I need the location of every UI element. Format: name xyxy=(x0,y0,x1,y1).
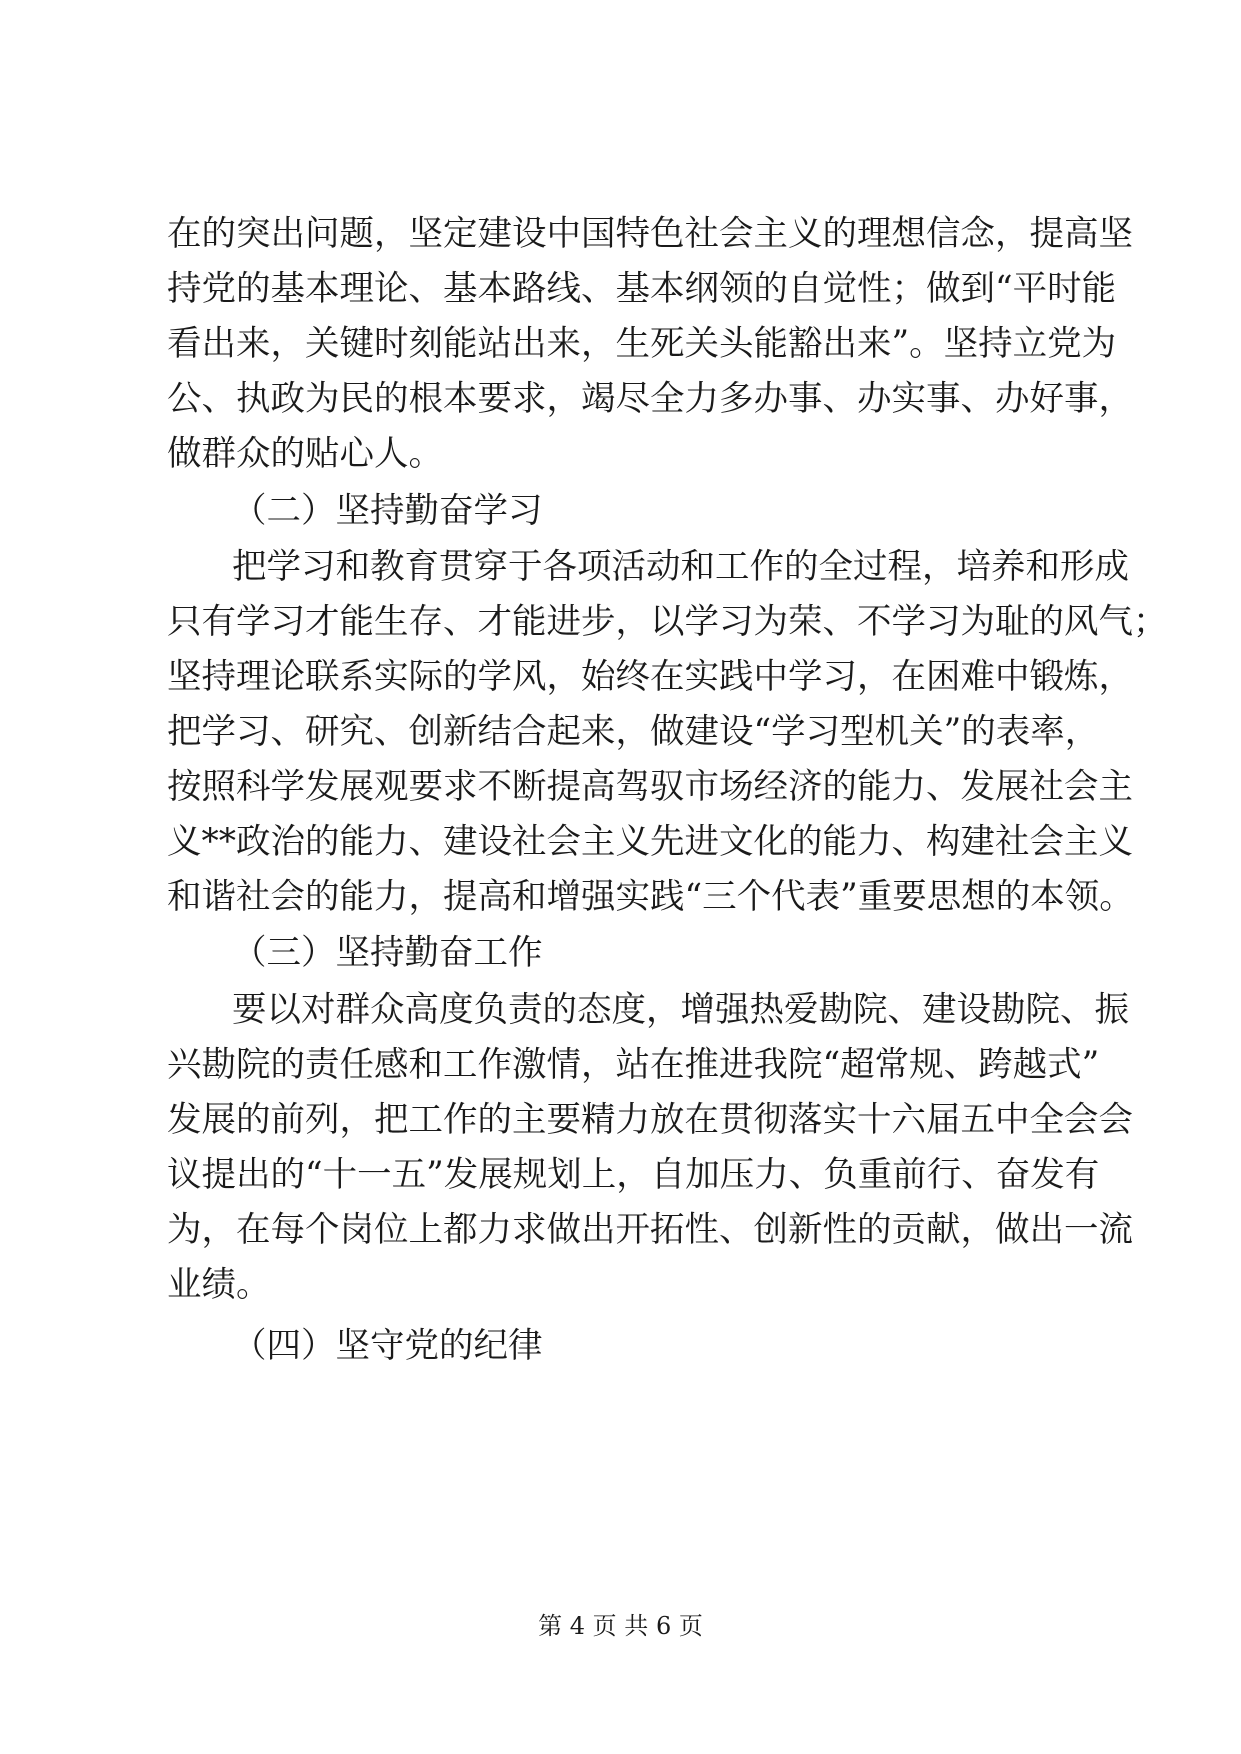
paragraph-2-line-7: 和谐社会的能力，提高和增强实践“三个代表”重要思想的本领。 xyxy=(167,877,1134,917)
paragraph-3-line-6: 业绩。 xyxy=(167,1265,271,1305)
paragraph-1-line-4: 公、执政为民的根本要求，竭尽全力多办事、办实事、办好事， xyxy=(167,379,1133,419)
paragraph-3-line-4: 议提出的“十一五”发展规划上，自加压力、负重前行、奋发有 xyxy=(167,1155,1100,1195)
page-number-footer: 第 4 页 共 6 页 xyxy=(538,1612,703,1640)
paragraph-3-line-3: 发展的前列，把工作的主要精力放在贯彻落实十六届五中全会会 xyxy=(167,1100,1133,1140)
paragraph-2-line-1: 把学习和教育贯穿于各项活动和工作的全过程，培养和形成 xyxy=(232,547,1129,587)
section-heading-4: （四）坚守党的纪律 xyxy=(232,1326,543,1366)
paragraph-2-line-2: 只有学习才能生存、才能进步，以学习为荣、不学习为耻的风气； xyxy=(167,602,1168,642)
section-heading-2: （二）坚持勤奋学习 xyxy=(232,491,543,531)
paragraph-1-line-3: 看出来，关键时刻能站出来，生死关头能豁出来”。坚持立党为 xyxy=(167,324,1117,364)
paragraph-1-line-5: 做群众的贴心人。 xyxy=(167,434,443,474)
paragraph-2-line-5: 按照科学发展观要求不断提高驾驭市场经济的能力、发展社会主 xyxy=(167,767,1133,807)
paragraph-2-line-4: 把学习、研究、创新结合起来，做建设“学习型机关”的表率， xyxy=(167,712,1100,752)
paragraph-3-line-2: 兴勘院的责任感和工作激情，站在推进我院“超常规、跨越式” xyxy=(167,1045,1100,1085)
section-heading-3: （三）坚持勤奋工作 xyxy=(232,933,543,973)
paragraph-1-line-1: 在的突出问题，坚定建设中国特色社会主义的理想信念，提高坚 xyxy=(167,214,1133,254)
paragraph-2-line-6: 义**政治的能力、建设社会主义先进文化的能力、构建社会主义 xyxy=(167,822,1133,862)
paragraph-3-line-5: 为，在每个岗位上都力求做出开拓性、创新性的贡献，做出一流 xyxy=(167,1210,1133,1250)
paragraph-1-line-2: 持党的基本理论、基本路线、基本纲领的自觉性；做到“平时能 xyxy=(167,269,1117,309)
paragraph-2-line-3: 坚持理论联系实际的学风，始终在实践中学习，在困难中锻炼， xyxy=(167,657,1133,697)
paragraph-3-line-1: 要以对群众高度负责的态度，增强热爱勘院、建设勘院、振 xyxy=(232,990,1129,1030)
